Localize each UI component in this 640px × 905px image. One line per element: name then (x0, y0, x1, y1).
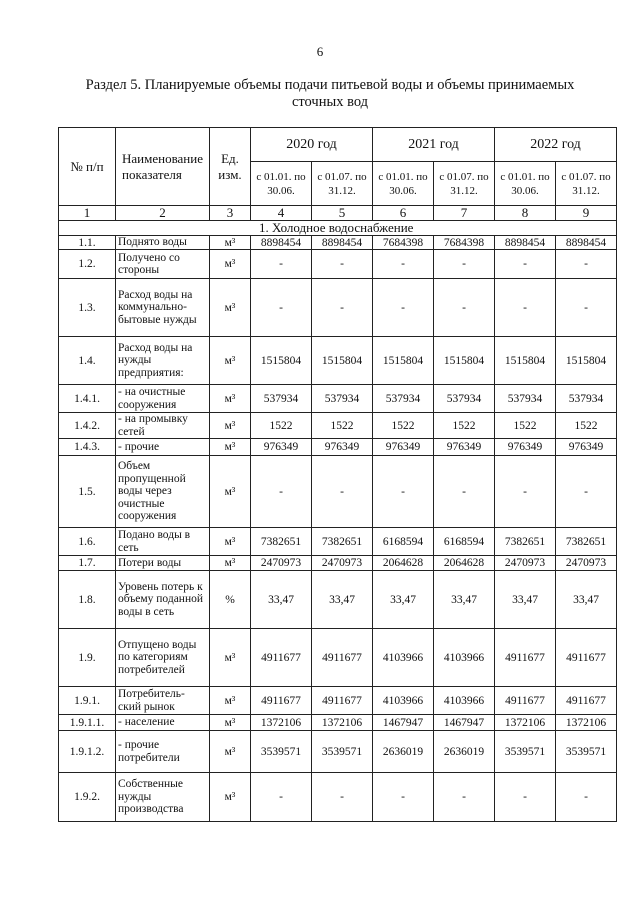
row-value: 4911677 (556, 629, 617, 687)
row-name: Уровень потерь к объему поданной воды в сеть (116, 571, 210, 629)
table-row (59, 571, 617, 629)
row-value: 3539571 (556, 731, 617, 773)
row-code: 1.9.1.1. (59, 715, 116, 731)
row-code: 1.6. (59, 528, 116, 556)
row-unit: м³ (210, 413, 251, 439)
row-value: - (556, 773, 617, 822)
row-value: - (434, 773, 495, 822)
row-value: 3539571 (495, 731, 556, 773)
row-value: 4911677 (556, 687, 617, 715)
table-row (59, 629, 617, 687)
row-value: 976349 (251, 439, 312, 456)
table-row (59, 687, 617, 715)
row-value: 4911677 (251, 687, 312, 715)
row-unit: м³ (210, 556, 251, 571)
row-code: 1.1. (59, 236, 116, 250)
row-unit: м³ (210, 687, 251, 715)
row-value: 2470973 (495, 556, 556, 571)
row-value: 976349 (373, 439, 434, 456)
row-unit: м³ (210, 629, 251, 687)
row-code: 1.9. (59, 629, 116, 687)
row-name: Потребитель-ский рынок (116, 687, 210, 715)
header-year: 2021 год (373, 128, 495, 162)
row-unit: м³ (210, 773, 251, 822)
header-name: Наименование показателя (116, 128, 210, 206)
row-value: 7382651 (251, 528, 312, 556)
row-value: 6168594 (434, 528, 495, 556)
row-name: - население (116, 715, 210, 731)
row-value: - (434, 250, 495, 279)
row-value: - (556, 250, 617, 279)
row-value: 3539571 (312, 731, 373, 773)
row-value: 1515804 (312, 337, 373, 385)
row-value: - (556, 279, 617, 337)
water-volume-table (58, 127, 617, 822)
table-row (59, 528, 617, 556)
row-code: 1.4.2. (59, 413, 116, 439)
table-row (59, 236, 617, 250)
table-row (59, 439, 617, 456)
row-value: 1522 (434, 413, 495, 439)
row-name: Объем пропущенной воды через очистные сооружения (116, 456, 210, 528)
row-value: - (251, 250, 312, 279)
row-code: 1.4. (59, 337, 116, 385)
row-value: 1515804 (434, 337, 495, 385)
row-value: 1522 (312, 413, 373, 439)
row-value: 1522 (373, 413, 434, 439)
row-value: - (251, 456, 312, 528)
row-value: 4911677 (495, 629, 556, 687)
row-unit: м³ (210, 250, 251, 279)
row-code: 1.9.1.2. (59, 731, 116, 773)
row-value: - (312, 773, 373, 822)
section-title: Раздел 5. Планируемые объемы подачи питьевой воды и объемы принимаемых сточных вод (85, 77, 575, 110)
row-value: 2636019 (434, 731, 495, 773)
row-value: - (312, 279, 373, 337)
row-name: Поднято воды (116, 236, 210, 250)
row-value: 4103966 (373, 629, 434, 687)
row-value: 1515804 (556, 337, 617, 385)
column-number: 9 (556, 206, 617, 221)
row-value: 33,47 (251, 571, 312, 629)
section-heading: 1. Холодное водоснабжение (59, 221, 617, 236)
header-year: 2020 год (251, 128, 373, 162)
table-row (59, 279, 617, 337)
row-value: 33,47 (434, 571, 495, 629)
row-value: 537934 (434, 385, 495, 413)
header-period: с 01.01. по 30.06. (251, 162, 312, 206)
row-value: 33,47 (373, 571, 434, 629)
row-unit: % (210, 571, 251, 629)
row-value: - (495, 456, 556, 528)
row-value: - (556, 456, 617, 528)
row-value: - (495, 250, 556, 279)
row-value: 6168594 (373, 528, 434, 556)
row-name: Собственные нужды производства (116, 773, 210, 822)
row-value: - (434, 279, 495, 337)
row-value: - (251, 279, 312, 337)
row-value: - (312, 456, 373, 528)
row-name: Расход воды на нужды предприятия: (116, 337, 210, 385)
header-period: с 01.01. по 30.06. (495, 162, 556, 206)
row-value: 4911677 (495, 687, 556, 715)
column-number: 4 (251, 206, 312, 221)
row-value: 976349 (556, 439, 617, 456)
row-name: - на очистные сооружения (116, 385, 210, 413)
column-number: 3 (210, 206, 251, 221)
row-code: 1.5. (59, 456, 116, 528)
page-number: 6 (316, 44, 324, 59)
row-code: 1.7. (59, 556, 116, 571)
row-value: 7382651 (556, 528, 617, 556)
row-value: 2636019 (373, 731, 434, 773)
row-name: Отпущено воды по категориям потребителей (116, 629, 210, 687)
column-number: 5 (312, 206, 373, 221)
row-value: 4911677 (251, 629, 312, 687)
table-row (59, 456, 617, 528)
row-value: 1372106 (556, 715, 617, 731)
row-value: 33,47 (495, 571, 556, 629)
row-value: 537934 (312, 385, 373, 413)
row-value: 1515804 (495, 337, 556, 385)
row-unit: м³ (210, 236, 251, 250)
row-value: 2064628 (434, 556, 495, 571)
row-value: - (373, 250, 434, 279)
row-code: 1.4.3. (59, 439, 116, 456)
row-code: 1.4.1. (59, 385, 116, 413)
row-value: 8898454 (251, 236, 312, 250)
row-unit: м³ (210, 337, 251, 385)
row-value: 8898454 (312, 236, 373, 250)
row-value: 1372106 (251, 715, 312, 731)
row-value: 33,47 (556, 571, 617, 629)
table-row (59, 731, 617, 773)
table-row (59, 385, 617, 413)
header-unit: Ед. изм. (210, 128, 251, 206)
row-code: 1.9.2. (59, 773, 116, 822)
row-value: - (312, 250, 373, 279)
row-value: 4103966 (434, 687, 495, 715)
row-value: 1522 (251, 413, 312, 439)
row-value: 537934 (251, 385, 312, 413)
row-value: 2470973 (312, 556, 373, 571)
row-value: 976349 (434, 439, 495, 456)
row-value: - (434, 456, 495, 528)
row-value: 3539571 (251, 731, 312, 773)
row-value: 976349 (495, 439, 556, 456)
row-name: - прочие (116, 439, 210, 456)
row-value: 4103966 (373, 687, 434, 715)
column-number: 1 (59, 206, 116, 221)
row-unit: м³ (210, 439, 251, 456)
row-value: - (495, 773, 556, 822)
row-value: 1467947 (434, 715, 495, 731)
row-name: Потери воды (116, 556, 210, 571)
header-year: 2022 год (495, 128, 617, 162)
table-row (59, 556, 617, 571)
row-value: - (373, 279, 434, 337)
row-value: 537934 (495, 385, 556, 413)
row-value: 4103966 (434, 629, 495, 687)
row-value: 1467947 (373, 715, 434, 731)
row-unit: м³ (210, 715, 251, 731)
row-value: 7684398 (373, 236, 434, 250)
row-value: 537934 (373, 385, 434, 413)
table-row (59, 337, 617, 385)
row-value: - (373, 773, 434, 822)
row-unit: м³ (210, 279, 251, 337)
table-row (59, 773, 617, 822)
row-value: 1372106 (312, 715, 373, 731)
row-value: 33,47 (312, 571, 373, 629)
row-value: 8898454 (495, 236, 556, 250)
row-name: - на промывку сетей (116, 413, 210, 439)
row-value: 8898454 (556, 236, 617, 250)
row-code: 1.9.1. (59, 687, 116, 715)
row-unit: м³ (210, 731, 251, 773)
row-name: Подано воды в сеть (116, 528, 210, 556)
table-row (59, 250, 617, 279)
row-unit: м³ (210, 528, 251, 556)
row-value: 4911677 (312, 629, 373, 687)
row-code: 1.8. (59, 571, 116, 629)
row-value: 2470973 (251, 556, 312, 571)
row-unit: м³ (210, 385, 251, 413)
row-value: 1522 (556, 413, 617, 439)
column-number: 2 (116, 206, 210, 221)
header-period: с 01.07. по 31.12. (312, 162, 373, 206)
header-period: с 01.07. по 31.12. (434, 162, 495, 206)
header-period: с 01.07. по 31.12. (556, 162, 617, 206)
row-code: 1.3. (59, 279, 116, 337)
row-code: 1.2. (59, 250, 116, 279)
column-number: 6 (373, 206, 434, 221)
table-row (59, 413, 617, 439)
row-value: 1515804 (251, 337, 312, 385)
row-value: 4911677 (312, 687, 373, 715)
row-value: 2064628 (373, 556, 434, 571)
row-name: Расход воды на коммунально-бытовые нужды (116, 279, 210, 337)
row-value: 1372106 (495, 715, 556, 731)
column-number: 7 (434, 206, 495, 221)
row-name: Получено со стороны (116, 250, 210, 279)
row-value: 7382651 (495, 528, 556, 556)
header-num: № п/п (59, 128, 116, 206)
row-value: 7382651 (312, 528, 373, 556)
row-value: - (495, 279, 556, 337)
header-period: с 01.01. по 30.06. (373, 162, 434, 206)
row-value: 7684398 (434, 236, 495, 250)
row-value: 1522 (495, 413, 556, 439)
row-value: 537934 (556, 385, 617, 413)
row-value: 2470973 (556, 556, 617, 571)
row-name: - прочие потребители (116, 731, 210, 773)
column-number: 8 (495, 206, 556, 221)
table-row (59, 715, 617, 731)
row-value: - (251, 773, 312, 822)
row-value: 1515804 (373, 337, 434, 385)
row-value: 976349 (312, 439, 373, 456)
row-unit: м³ (210, 456, 251, 528)
row-value: - (373, 456, 434, 528)
